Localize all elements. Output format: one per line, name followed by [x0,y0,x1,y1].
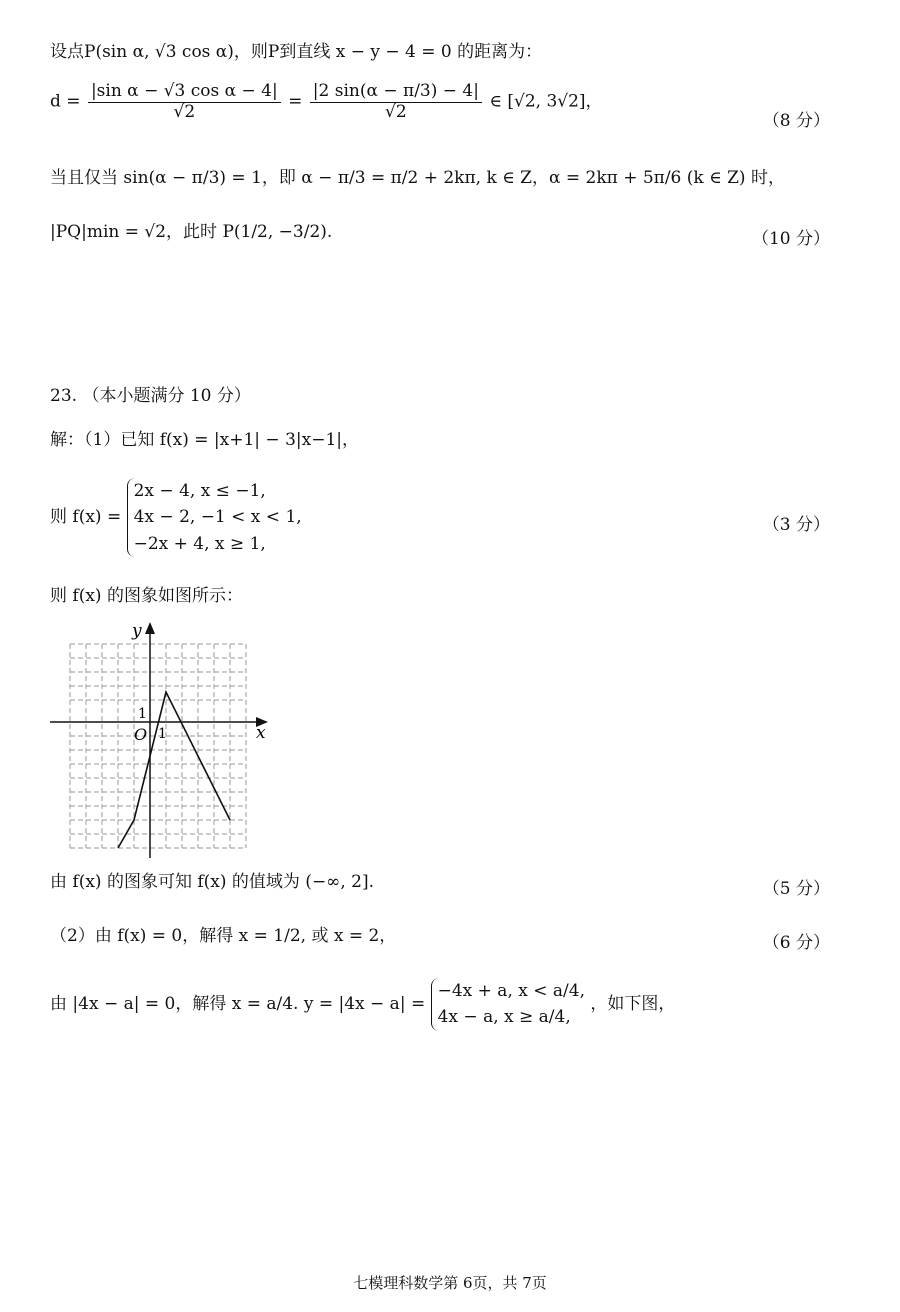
fraction-2-denominator: √2 [385,101,407,122]
problem-23-header: 23. （本小题满分 10 分） [50,386,251,406]
points-8: （8 分） [762,111,830,131]
distance-range: ∈ [√2, 3√2]， [489,91,603,112]
fraction-1-numerator: |sin α − √3 cos α − 4| [88,82,281,103]
piecewise-f-case-2: 4x − 2, −1 < x < 1, [133,507,302,528]
x-axis-label: x [256,723,266,743]
origin-label: O [134,725,148,744]
points-6: （6 分） [762,933,830,953]
tick-label-y-1: 1 [138,706,147,722]
piecewise-abs-suffix: ，如下图， [590,993,676,1014]
text-line-range: 由 f(x) 的图象可知 f(x) 的值域为 (−∞, 2]. [50,872,375,892]
function-curve [118,692,230,848]
text-line-zeros: （2）由 f(x) = 0，解得 x = 1/2, 或 x = 2， [50,926,397,946]
y-axis-arrow [145,622,155,634]
piecewise-abs-cases [431,978,585,1031]
text-line-graph-intro: 则 f(x) 的图象如图所示： [50,586,243,606]
piecewise-abs-prefix: 由 |4x − a| = 0，解得 x = a/4. y = |4x − a| = [50,993,426,1014]
piecewise-f-cases [127,478,302,557]
text-line-f-definition: 解：（1）已知 f(x) = |x+1| − 3|x−1|， [50,430,359,450]
text-line-pq-min: |PQ|min = √2，此时 P(1/2, −3/2). [50,222,333,242]
points-5: （5 分） [762,879,830,899]
points-3: （3 分） [762,515,830,535]
text-line-distance-formula [50,82,603,122]
page-footer: 七模理科数学第 6页，共 7页 [353,1274,547,1292]
piecewise-f-prefix: 则 f(x) = [50,507,122,528]
y-axis-label: y [132,621,142,641]
text-line-point-p: 设点P(sin α, √3 cos α)，则P到直线 x − y − 4 = 0 的距离为： [50,42,543,62]
text-line-condition: 当且仅当 sin(α − π/3) = 1，即 α − π/3 = π/2 + 2kπ, k ∈ Z，α = 2kπ + 5π/6 (k ∈ Z) 时， [50,168,785,188]
piecewise-abs-case-2: 4x − a, x ≥ a/4, [437,1007,571,1028]
fraction-2 [310,82,482,122]
fraction-1 [88,82,281,122]
graph-grid [70,644,246,848]
fraction-2-numerator: |2 sin(α − π/3) − 4| [310,82,482,103]
piecewise-abs-case-1: −4x + a, x < a/4, [437,981,585,1001]
tick-label-x-1: 1 [158,726,167,742]
piecewise-f-case-3: −2x + 4, x ≥ 1, [133,533,266,554]
piecewise-abs [50,978,675,1031]
piecewise-f-case-1: 2x − 4, x ≤ −1, [133,481,266,501]
points-10: （10 分） [751,229,830,249]
function-graph [48,618,278,863]
fraction-1-denominator: √2 [173,101,196,122]
equals-sign: = [288,91,303,112]
distance-symbol: d = [50,91,81,112]
piecewise-f [50,478,302,557]
